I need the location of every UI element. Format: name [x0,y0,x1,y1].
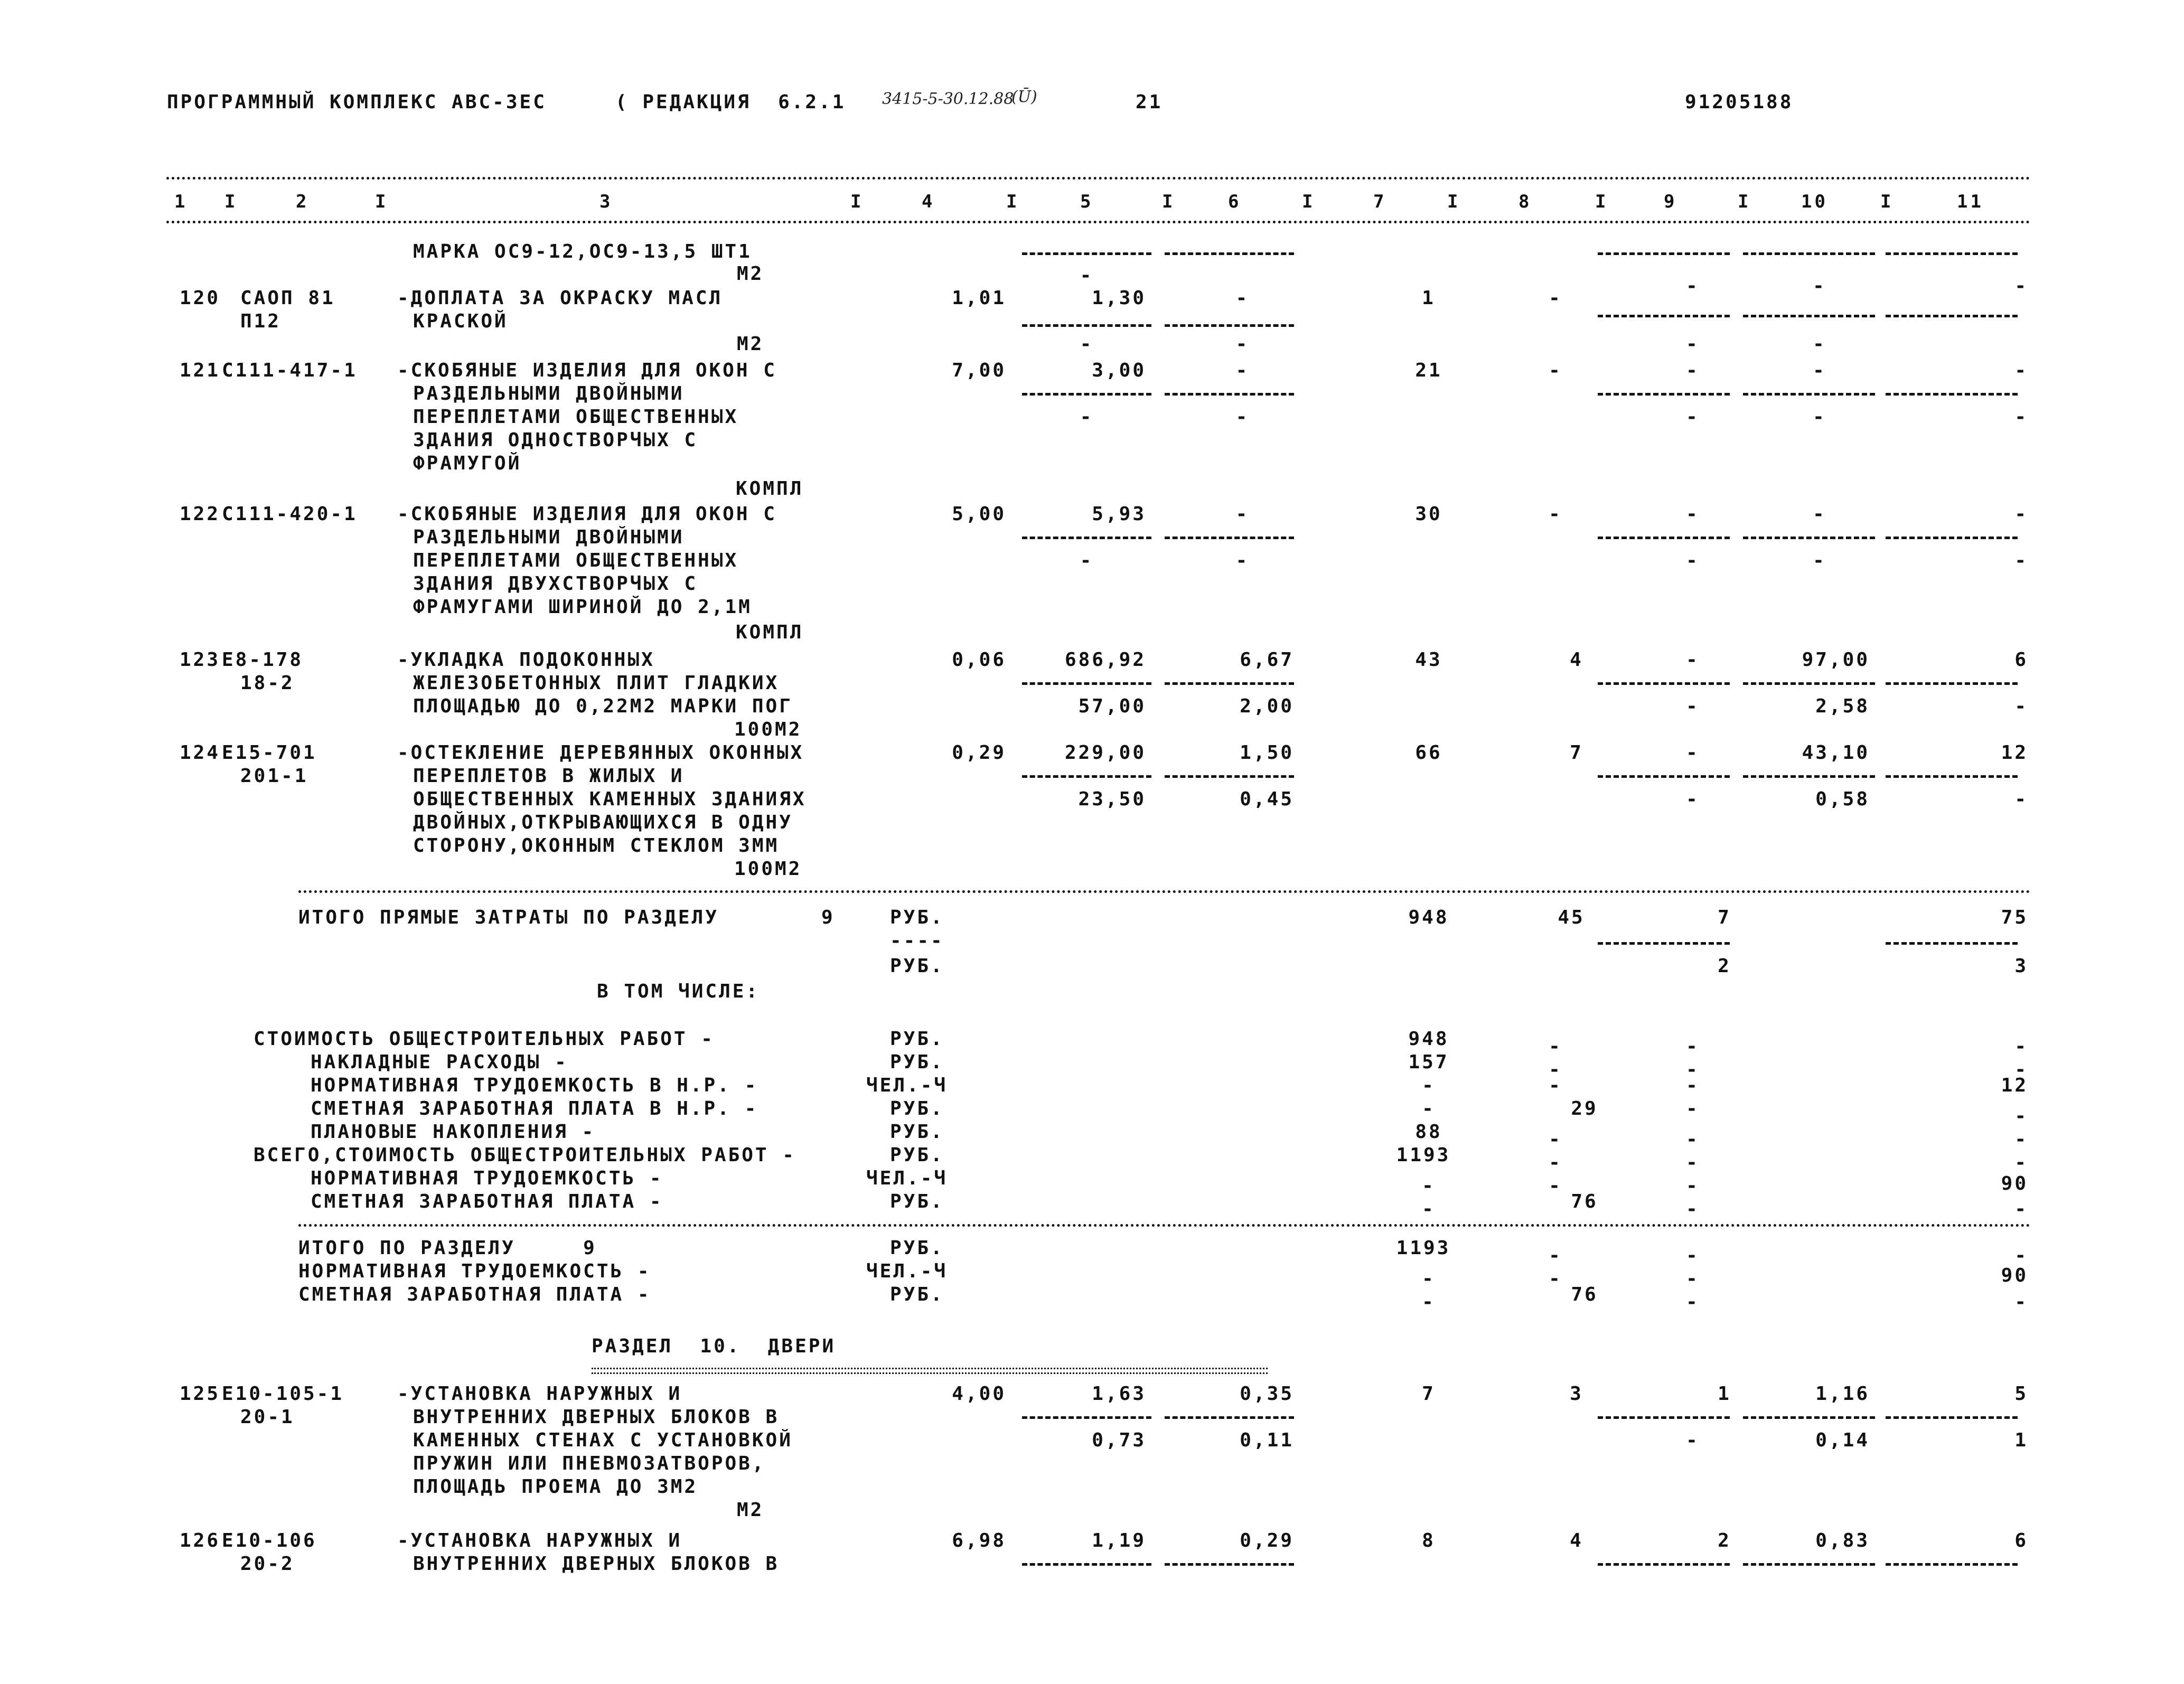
cell-col7: - [1422,1291,1436,1313]
cell-col11: 12 [2001,1075,2028,1096]
cell-col10: 43,10 [1802,742,1870,764]
cell-divider [1165,775,1294,778]
row-description: ВНУТРЕННИХ ДВЕРНЫХ БЛОКОВ В [413,1406,780,1428]
cell-col10-lower: - [1813,406,1826,428]
cell-col8: - [1549,1268,1562,1290]
cell-divider [1886,315,2018,317]
cell-col7: 8 [1422,1530,1436,1551]
cell-col10: - [1813,275,1826,297]
unit-label: РУБ. [890,1098,944,1119]
cell-col7: - [1422,1098,1436,1119]
cell-col10: - [1813,360,1826,381]
cell-col11: 90 [2001,1265,2028,1286]
cell-divider [1165,682,1294,685]
unit-label: РУБ. [890,1144,944,1166]
cell-col9: - [1686,1198,1700,1220]
cell-col9-lower: - [1686,406,1700,428]
row-description: ПЛОЩАДЬЮ ДО 0,22М2 МАРКИ ПОГ [413,695,793,717]
cell-col4: 1,01 [952,287,1006,309]
row-description: РАЗДЕЛЬНЫМИ ДВОЙНЫМИ [413,526,685,548]
column-header-5: 5 [1080,191,1094,212]
cell-col9: 2 [1718,1530,1731,1551]
cell-col9: - [1686,1128,1700,1150]
column-separator: I [224,191,238,212]
program-title: ПРОГРАММНЫЙ КОМПЛЕКС АВС-3ЕС [167,91,547,113]
cell-col11-lower: - [2014,406,2028,428]
cell-col8: 45 [1558,907,1585,928]
unit-label: ЧЕЛ.-Ч [866,1260,948,1282]
cell-divider [1743,315,1875,317]
cell-col6: 0,29 [1240,1530,1294,1551]
cell-col7: 30 [1415,503,1442,525]
cell-col9: - [1686,1268,1700,1290]
row-unit: КОМПЛ [736,478,804,500]
row-description: КРАСКОЙ [413,311,508,332]
cell-col11-lower: - [2014,550,2028,571]
page-number: 21 [1136,91,1163,113]
cell-col10: - [1813,503,1826,525]
cell-col10-lower: 2,58 [1815,695,1870,717]
cell-divider [1022,682,1151,685]
cell-col8: - [1549,1036,1562,1057]
unit-label: РУБ. [890,1237,944,1259]
cell-divider [1598,942,1730,945]
cell-col9: - [1686,1291,1700,1313]
cell-col5-lower: 57,00 [1078,695,1146,717]
row-description: РАЗДЕЛЬНЫМИ ДВОЙНЫМИ [413,383,685,404]
cell-col7: 1193 [1396,1144,1451,1166]
cell-col6: - [1235,287,1250,309]
cell-divider [1165,537,1294,539]
cell-col9-lower: - [1686,695,1700,717]
cell-col4: 6,98 [952,1530,1006,1551]
column-header-8: 8 [1519,191,1532,212]
cell-col7: 948 [1408,907,1449,928]
cell-divider [1598,393,1730,396]
unit-label: РУБ. [890,1284,944,1305]
cell-col5: 686,92 [1064,649,1146,671]
row-number: 126 [180,1530,221,1551]
cell-col6-lower: - [1235,550,1250,571]
cell-col5-lower: - [1080,406,1094,428]
cell-col8: - [1549,1075,1562,1096]
row-description: ФРАМУГАМИ ШИРИНОЙ ДО 2,1М [413,596,752,618]
cell-col11: 90 [2001,1173,2028,1194]
row-description: -УКЛАДКА ПОДОКОННЫХ [397,649,655,671]
unit-label: РУБ. [890,1121,944,1143]
cell-col6-lower: - [1235,406,1250,428]
cell-col7: 66 [1415,742,1442,764]
cell-col10: 1,16 [1815,1383,1870,1405]
row-code: С111-417-1 [222,360,358,381]
cell-col9-lower: - [1686,550,1700,571]
cell-col11: 6 [2014,649,2028,671]
cell-col6: - [1235,503,1250,525]
cell-col8: 7 [1570,742,1583,764]
cell-col7: 43 [1415,649,1442,671]
row-description: ПЕРЕПЛЕТОВ В ЖИЛЫХ И [413,765,685,787]
cell-col7: 1 [1422,287,1436,309]
cell-col9-lower: - [1686,1429,1700,1451]
cell-col5-lower: 23,50 [1078,788,1146,810]
cell-col8: 3 [1570,1383,1583,1405]
cell-col11: 3 [2014,955,2028,977]
cell-divider [1165,324,1294,327]
cell-col9: - [1686,1036,1700,1057]
column-separator: I [850,191,864,212]
cell-col11: - [2014,1105,2028,1127]
cell-col5-lower: - [1080,333,1094,355]
row-unit: 100М2 [734,858,802,880]
cell-col4: 5,00 [952,503,1006,525]
summary-item-label: НОРМАТИВНАЯ ТРУДОЕМКОСТЬ В Н.Р. - [311,1075,758,1096]
unit-label: РУБ. [890,955,944,977]
column-header-2: 2 [296,191,310,212]
row-number: 123 [180,649,221,671]
cell-divider [1886,942,2018,945]
cell-col5-lower: - [1080,550,1094,571]
row-description: ДВОЙНЫХ,ОТКРЫВАЮЩИХСЯ В ОДНУ [413,812,793,833]
row-description: ПЕРЕПЛЕТАМИ ОБЩЕСТВЕННЫХ [413,406,739,428]
column-separator: I [1302,191,1316,212]
row-description: МАРКА ОС9-12,ОС9-13,5 ШТ1 [413,241,752,262]
cell-col8: - [1549,360,1562,381]
cell-divider [1598,775,1730,778]
cell-col9: 7 [1718,907,1731,928]
cell-divider [1743,252,1875,255]
row-description: -СКОБЯНЫЕ ИЗДЕЛИЯ ДЛЯ ОКОН С [397,503,777,525]
cell-col7: - [1422,1175,1436,1197]
cell-col7: 21 [1415,360,1442,381]
cell-col11: - [2014,1245,2028,1266]
cell-col9: - [1686,360,1700,381]
dashes: ---- [890,930,944,952]
summary-item-label: СМЕТНАЯ ЗАРАБОТНАЯ ПЛАТА - [311,1191,663,1212]
cell-col6-lower: 0,11 [1240,1429,1294,1451]
cell-divider [1165,252,1294,255]
cell-col4: 7,00 [952,360,1006,381]
cell-col11: 75 [2001,907,2028,928]
summary-item-label: СМЕТНАЯ ЗАРАБОТНАЯ ПЛАТА В Н.Р. - [311,1098,758,1119]
section-rule [298,890,2031,893]
cell-col9: - [1686,1098,1700,1119]
including-label: В ТОМ ЧИСЛЕ: [597,981,760,1002]
column-separator: I [1880,191,1894,212]
unit-label: РУБ. [890,1028,944,1050]
cell-divider [1022,324,1151,327]
row-description: -ОСТЕКЛЕНИЕ ДЕРЕВЯННЫХ ОКОННЫХ [397,742,804,764]
cell-divider [1886,775,2018,778]
handwritten-note: 3415-5-30.12.88 [882,90,1014,108]
summary-item-label: ВСЕГО,СТОИМОСТЬ ОБЩЕСТРОИТЕЛЬНЫХ РАБОТ - [254,1144,796,1166]
column-separator: I [1738,191,1751,212]
cell-divider [1022,252,1151,255]
row-description: -УСТАНОВКА НАРУЖНЫХ И [397,1383,682,1405]
header-bottom-rule [166,221,2031,223]
cell-divider [1886,1563,2018,1566]
cell-divider [1165,1416,1294,1419]
cell-col7: - [1422,1075,1436,1096]
cell-col8: - [1549,1152,1562,1173]
column-header-10: 10 [1801,191,1828,212]
summary-item-label: СТОИМОСТЬ ОБЩЕСТРОИТЕЛЬНЫХ РАБОТ - [254,1028,715,1050]
cell-col11: 12 [2001,742,2028,764]
cell-col10-lower: - [1813,333,1826,355]
section-title-underline [592,1368,1268,1374]
column-separator: I [375,191,389,212]
cell-col5: 3,00 [1092,360,1146,381]
handwritten-mark: (Ū) [1011,88,1037,106]
column-header-7: 7 [1373,191,1387,212]
column-header-6: 6 [1228,191,1242,212]
column-separator: I [1162,191,1176,212]
cell-divider [1598,252,1730,255]
cell-col7: 948 [1408,1028,1449,1050]
section-number: 9 [821,907,835,928]
row-unit: М2 [737,1499,764,1521]
row-unit: 100М2 [734,719,802,740]
cell-col5-lower: 0,73 [1092,1429,1146,1451]
row-description: ЗДАНИЯ ДВУХСТВОРЧЫХ С [413,573,698,595]
row-unit: КОМПЛ [736,622,804,643]
cell-col8: 4 [1570,649,1583,671]
cell-col8: - [1549,1128,1562,1150]
header-top-rule [166,177,2031,180]
cell-col7: - [1422,1198,1436,1220]
cell-col5: 1,19 [1092,1530,1146,1551]
summary-item-label: ПЛАНОВЫЕ НАКОПЛЕНИЯ - [311,1121,596,1143]
column-header-4: 4 [922,191,935,212]
cell-col6: 1,50 [1240,742,1294,764]
row-description: ПЛОЩАДЬ ПРОЕМА ДО 3М2 [413,1476,698,1498]
row-description: ПЕРЕПЛЕТАМИ ОБЩЕСТВЕННЫХ [413,550,739,571]
cell-col5: 1,63 [1092,1383,1146,1405]
cell-divider [1022,1416,1151,1419]
cell-divider [1886,1416,2018,1419]
row-code: Е10-105-1 [222,1383,344,1405]
row-description: -УСТАНОВКА НАРУЖНЫХ И [397,1530,682,1551]
column-header-1: 1 [174,191,188,212]
row-description: ФРАМУГОЙ [413,453,522,474]
cell-col9: - [1686,1152,1700,1173]
row-subcode: П12 [240,311,282,332]
cell-col6: 0,35 [1240,1383,1294,1405]
cell-col9: - [1686,275,1700,297]
cell-col8: - [1549,287,1562,309]
cell-col11: - [2014,275,2028,297]
cell-col7: 88 [1415,1121,1442,1143]
cell-col11: - [2014,1152,2028,1173]
column-separator: I [1595,191,1609,212]
row-subcode: 18-2 [240,672,295,694]
totals-label: НОРМАТИВНАЯ ТРУДОЕМКОСТЬ - [298,1260,651,1282]
cell-divider [1743,393,1875,396]
row-description: ОБЩЕСТВЕННЫХ КАМЕННЫХ ЗДАНИЯХ [413,788,807,810]
section-title: РАЗДЕЛ 10. ДВЕРИ [592,1335,836,1357]
row-subcode: 20-2 [240,1553,295,1575]
cell-col10: 0,83 [1815,1530,1870,1551]
cell-col9: 1 [1718,1383,1731,1405]
totals-label: ИТОГО ПО РАЗДЕЛУ 9 [298,1237,597,1259]
cell-col11-lower: - [2014,695,2028,717]
summary-item-label: НОРМАТИВНАЯ ТРУДОЕМКОСТЬ - [311,1168,663,1189]
cell-col6: - [1235,360,1250,381]
row-description: ПРУЖИН ИЛИ ПНЕВМОЗАТВОРОВ, [413,1453,766,1474]
cell-col9-lower: - [1686,788,1700,810]
cell-col9-lower: - [1686,333,1700,355]
cell-col11: - [2014,1128,2028,1150]
cell-col8: - [1549,503,1562,525]
cell-col11: 6 [2014,1530,2028,1551]
cell-col8: 29 [1571,1098,1598,1119]
cell-divider [1743,537,1875,539]
row-description: -СКОБЯНЫЕ ИЗДЕЛИЯ ДЛЯ ОКОН С [397,360,777,381]
unit-label: ЧЕЛ.-Ч [866,1075,948,1096]
row-code: Е8-178 [222,649,304,671]
cell-col9: 2 [1718,955,1731,977]
row-description: СТОРОНУ,ОКОННЫМ СТЕКЛОМ 3ММ [413,835,780,857]
cell-col9: - [1686,1175,1700,1197]
row-number: 122 [180,503,221,525]
cell-col9: - [1686,503,1700,525]
cell-divider [1743,1563,1875,1566]
cell-col11-lower: - [2014,788,2028,810]
cell-col10: 97,00 [1802,649,1870,671]
cell-col9: - [1686,742,1700,764]
cell-col9: - [1686,649,1700,671]
cell-divider [1022,393,1151,396]
cell-col8: 76 [1571,1191,1598,1212]
cell-divider [1022,537,1151,539]
cell-col8: - [1549,1175,1562,1197]
document-code: 91205188 [1685,91,1794,113]
cell-col11: - [2014,1036,2028,1057]
cell-col7: 157 [1408,1051,1449,1073]
cell-divider [1598,537,1730,539]
cell-col11-lower: 1 [2014,1429,2028,1451]
cell-col11: 5 [2014,1383,2028,1405]
cell-col5: 5,93 [1092,503,1146,525]
cell-col4: 4,00 [952,1383,1006,1405]
row-code: С111-420-1 [222,503,358,525]
row-number: 125 [180,1383,221,1405]
cell-col11: - [2014,1059,2028,1080]
column-header-11: 11 [1957,191,1984,212]
row-description: ВНУТРЕННИХ ДВЕРНЫХ БЛОКОВ В [413,1553,780,1575]
cell-col10-lower: 0,58 [1815,788,1870,810]
row-subcode: 201-1 [240,765,308,787]
row-description: КАМЕННЫХ СТЕНАХ С УСТАНОВКОЙ [413,1429,793,1451]
cell-divider [1886,252,2018,255]
cell-col6-lower: - [1235,333,1250,355]
cell-divider [1743,775,1875,778]
cell-col8: - [1549,1245,1562,1266]
cell-col6-lower: 2,00 [1240,695,1294,717]
cell-col9: - [1686,1245,1700,1266]
row-description: ЗДАНИЯ ОДНОСТВОРЧЫХ С [413,429,698,451]
row-number: 121 [180,360,221,381]
edition-label: ( РЕДАКЦИЯ 6.2.1 [615,91,846,113]
cell-col10-lower: 0,14 [1815,1429,1870,1451]
column-header-9: 9 [1664,191,1677,212]
cell-col10-lower: - [1813,550,1826,571]
cell-divider [1743,1416,1875,1419]
cell-col8: 76 [1571,1284,1598,1305]
cell-col11: - [2014,1291,2028,1313]
cell-divider [1743,682,1875,685]
totals-label: СМЕТНАЯ ЗАРАБОТНАЯ ПЛАТА - [298,1284,651,1305]
row-description: ЖЕЛЕЗОБЕТОННЫХ ПЛИТ ГЛАДКИХ [413,672,780,694]
row-number: 120 [180,287,221,309]
row-code: Е15-701 [222,742,317,764]
cell-col6-lower: 0,45 [1240,788,1294,810]
cell-col11: - [2014,360,2028,381]
cell-col5: 1,30 [1092,287,1146,309]
unit-label: РУБ. [890,1191,944,1212]
cell-col7: 1193 [1396,1237,1451,1259]
cell-col7: 7 [1422,1383,1436,1405]
cell-col11: - [2014,1198,2028,1220]
cell-col9: - [1686,1059,1700,1080]
cell-col8: 4 [1570,1530,1583,1551]
row-code: Е10-106 [222,1530,317,1551]
cell-col5: 229,00 [1064,742,1146,764]
cell-col11: - [2014,503,2028,525]
cell-divider [1165,393,1294,396]
cell-divider [1165,1563,1294,1566]
cell-col9: - [1686,1075,1700,1096]
summary-label: ИТОГО ПРЯМЫЕ ЗАТРАТЫ ПО РАЗДЕЛУ [298,907,719,928]
summary-item-label: НАКЛАДНЫЕ РАСХОДЫ - [311,1051,568,1073]
unit-label: РУБ. [890,907,944,928]
cell-divider [1022,1563,1151,1566]
row-number: 124 [180,742,221,764]
cell-col8: - [1549,1059,1562,1080]
unit-label: РУБ. [890,1051,944,1073]
cell-divider [1022,775,1151,778]
column-separator: I [1006,191,1020,212]
cell-col6: 6,67 [1240,649,1294,671]
section-rule [298,1224,2031,1227]
cell-divider [1598,682,1730,685]
column-separator: I [1447,191,1461,212]
unit-label: ЧЕЛ.-Ч [866,1168,948,1189]
column-header-3: 3 [599,191,613,212]
row-code: САОП 81 [240,287,335,309]
cell-col4: 0,06 [952,649,1006,671]
row-subcode: 20-1 [240,1406,295,1428]
row-description: -ДОПЛАТА ЗА ОКРАСКУ МАСЛ [397,287,723,309]
row-unit: М2 [737,333,764,355]
cell-divider [1598,1416,1730,1419]
cell-divider [1886,393,2018,396]
cell-col7: - [1422,1268,1436,1290]
cell-divider [1886,682,2018,685]
cell-col4: 0,29 [952,742,1006,764]
row-unit: М2 [737,263,764,285]
cell-divider [1886,537,2018,539]
cell-divider [1598,1563,1730,1566]
cell-divider [1598,315,1730,317]
cell-col5: - [1080,265,1094,286]
